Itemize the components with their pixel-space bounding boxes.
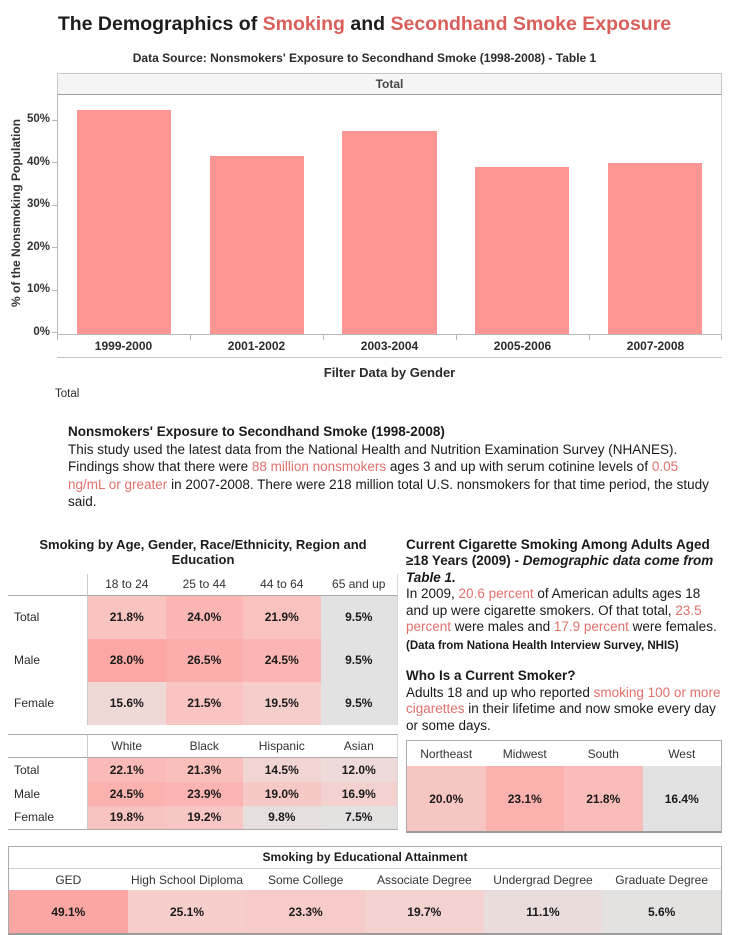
column-header: Northeast (407, 741, 486, 766)
heat-cell[interactable]: 9.5% (321, 596, 399, 639)
bar-slot (191, 95, 324, 334)
highlight-text: 0.05 ng/mL or greater (68, 459, 679, 492)
y-tick-label: 40% (26, 155, 50, 168)
smoking-note (406, 537, 722, 735)
bar-2005-2006[interactable] (475, 167, 569, 334)
heat-cell[interactable]: 15.6% (88, 682, 166, 725)
bar-2003-2004[interactable] (342, 131, 436, 334)
heat-cell[interactable]: 12.0% (321, 758, 399, 782)
heat-cell[interactable]: 24.0% (166, 596, 244, 639)
heat-cell[interactable]: 19.8% (88, 806, 166, 830)
education-table-header (9, 869, 721, 890)
text-segment: of American adults ages 18 and up were cigarette smokers. Of that total, (406, 586, 701, 618)
table-corner-cell (8, 734, 88, 758)
text-segment: in their lifetime and now smoke every day or some days. (406, 701, 716, 733)
column-header: High School Diploma (128, 869, 247, 890)
highlight-text: 20.6 percent (458, 586, 534, 601)
bar-slot (323, 95, 456, 334)
x-axis-tick-mark (57, 335, 58, 340)
smoking-note-body (406, 586, 722, 636)
column-header: 25 to 44 (166, 574, 244, 596)
heat-cell[interactable]: 21.3% (166, 758, 244, 782)
demographic-tables-title: Smoking by Age, Gender, Race/Ethnicity, Region and Education (39, 536, 367, 567)
text-segment: were males and (451, 619, 554, 634)
x-axis-tick-mark (721, 335, 722, 340)
heat-cell[interactable]: 22.1% (88, 758, 166, 782)
heat-cell[interactable]: 24.5% (88, 782, 166, 806)
text-segment: ages 3 and up with serum cotinine levels of (386, 459, 652, 474)
heat-cell[interactable]: 23.9% (166, 782, 244, 806)
study-note-body (68, 441, 715, 511)
column-header: Black (166, 734, 244, 758)
heat-cell[interactable]: 16.4% (643, 766, 722, 831)
heat-cell[interactable]: 14.5% (243, 758, 321, 782)
x-tick-label: 2003-2004 (360, 339, 419, 353)
column-header: Asian (321, 734, 399, 758)
age-table (8, 574, 398, 725)
title-text: The Demographics of (57, 13, 263, 35)
column-header: Hispanic (243, 734, 321, 758)
heat-cell[interactable]: 5.6% (602, 890, 721, 933)
x-axis-tick-mark (589, 335, 590, 340)
filter-item-total[interactable]: Total (55, 388, 80, 400)
education-table-cells (9, 890, 721, 933)
right-column (406, 537, 722, 834)
heat-cell[interactable]: 19.5% (243, 682, 321, 725)
table-corner-cell (8, 574, 88, 596)
chart-plot-area (57, 95, 722, 335)
heat-cell[interactable]: 26.5% (166, 639, 244, 682)
column-header: Midwest (486, 741, 565, 766)
column-header: West (643, 741, 722, 766)
heat-cell[interactable]: 9.8% (243, 806, 321, 830)
highlight-text: 23.5 percent (406, 602, 702, 634)
y-tick-label: 30% (26, 198, 50, 210)
column-header: 18 to 24 (88, 574, 166, 596)
x-axis (57, 335, 722, 358)
y-tick-label: 20% (26, 240, 50, 253)
row-label: Total (8, 596, 88, 639)
row-label: Total (8, 758, 88, 782)
heat-cell[interactable]: 19.7% (365, 890, 484, 933)
text-segment: were females. (628, 619, 717, 634)
education-table (8, 846, 722, 935)
left-column (8, 537, 398, 834)
x-tick-label: 2005-2006 (493, 339, 552, 353)
heat-cell[interactable]: 23.3% (246, 890, 365, 933)
heat-cell[interactable]: 21.5% (166, 682, 244, 725)
title-highlight-smoking: Smoking (262, 13, 345, 35)
heat-cell[interactable]: 28.0% (88, 639, 166, 682)
row-label: Female (8, 682, 88, 725)
x-axis-tick-mark (323, 335, 324, 340)
y-axis (8, 73, 57, 358)
highlight-text: smoking 100 or more cigarettes (406, 684, 721, 716)
smoking-note-heading: Current Cigarette Smoking Among Adults Aged ≥18 Years (2009) - Demographic data come from Table 1. (406, 536, 714, 585)
y-axis-title: % of the Nonsmoking Population (9, 119, 23, 307)
y-axis-ticks (24, 94, 57, 338)
text-segment: Adults 18 and up who reported (406, 684, 594, 700)
title-text: and (344, 13, 391, 35)
row-label: Female (8, 806, 88, 830)
y-tick-label: 0% (33, 325, 50, 338)
x-axis-tick-mark (190, 335, 191, 340)
heat-cell[interactable]: 21.9% (243, 596, 321, 639)
column-header: 44 to 64 (243, 574, 321, 596)
region-table (406, 740, 722, 833)
bar-2001-2002[interactable] (210, 156, 304, 334)
x-tick-label: 2001-2002 (227, 339, 286, 353)
heat-cell[interactable]: 19.2% (166, 806, 244, 830)
column-header: GED (9, 869, 128, 890)
title-highlight-shs: Secondhand Smoke Exposure (390, 13, 672, 35)
highlight-text: 17.9 percent (553, 619, 629, 634)
heat-cell[interactable]: 21.8% (88, 596, 166, 639)
row-label: Male (8, 639, 88, 682)
heat-cell[interactable]: 9.5% (321, 639, 399, 682)
heat-cell[interactable]: 16.9% (321, 782, 399, 806)
y-tick-label: 10% (26, 283, 50, 295)
bar-slot (58, 95, 191, 334)
study-note (68, 423, 715, 511)
current-smoker-heading: Who Is a Current Smoker? (406, 668, 576, 683)
column-header: Graduate Degree (602, 869, 721, 890)
text-segment: In 2009, (406, 586, 459, 601)
heat-cell[interactable]: 49.1% (9, 890, 128, 933)
heat-cell[interactable]: 25.1% (128, 890, 247, 933)
bar-slot (456, 95, 589, 334)
text-segment: This study used the latest data from the National Health and Nutrition Examination Survey (NHANES). Findings show that there were (68, 441, 678, 474)
y-tick-label: 50% (26, 113, 50, 125)
x-axis-tick-mark (456, 335, 457, 340)
bar-2007-2008[interactable] (608, 163, 702, 334)
lower-section (8, 537, 722, 834)
heat-cell[interactable]: 20.0% (407, 766, 486, 831)
column-header: Some College (246, 869, 365, 890)
study-note-heading: Nonsmokers' Exposure to Secondhand Smoke (1998-2008) (68, 424, 445, 439)
row-label: Male (8, 782, 88, 806)
education-table-title: Smoking by Educational Attainment (9, 847, 721, 869)
heat-cell[interactable]: 7.5% (321, 806, 399, 830)
page-title (0, 0, 729, 36)
smoking-note-heading-italic: - Demographic data come from Table 1. (406, 553, 714, 585)
heat-cell[interactable]: 21.8% (564, 766, 643, 831)
race-table (8, 734, 398, 830)
heat-cell[interactable]: 24.5% (243, 639, 321, 682)
heat-cell[interactable]: 23.1% (486, 766, 565, 831)
column-header: South (564, 741, 643, 766)
x-tick-label: 2007-2008 (626, 339, 685, 353)
chart-card (57, 73, 722, 358)
x-tick-label: 1999-2000 (94, 339, 153, 353)
heat-cell[interactable]: 9.5% (321, 682, 399, 725)
bar-chart (8, 73, 722, 358)
column-header: White (88, 734, 166, 758)
filter-title: Filter Data by Gender (323, 365, 456, 380)
column-header: Undergrad Degree (484, 869, 603, 890)
text-segment: in 2007-2008. There were 218 million total U.S. nonsmokers for that time period, the study said. (68, 476, 709, 509)
column-header: Associate Degree (365, 869, 484, 890)
smoking-note-source: (Data from Nationa Health Interview Survey, NHIS) (406, 639, 679, 652)
column-header: 65 and up (321, 574, 399, 596)
data-source-subtitle: Data Source: Nonsmokers' Exposure to Secondhand Smoke (1998-2008) - Table 1 (132, 51, 597, 65)
heat-cell[interactable]: 19.0% (243, 782, 321, 806)
highlight-text: 88 million nonsmokers (251, 459, 387, 474)
heat-cell[interactable]: 11.1% (484, 890, 603, 933)
chart-panel-header: Total (57, 73, 722, 95)
current-smoker-body (406, 685, 722, 735)
bar-1999-2000[interactable] (77, 110, 171, 334)
bar-slot (588, 95, 721, 334)
